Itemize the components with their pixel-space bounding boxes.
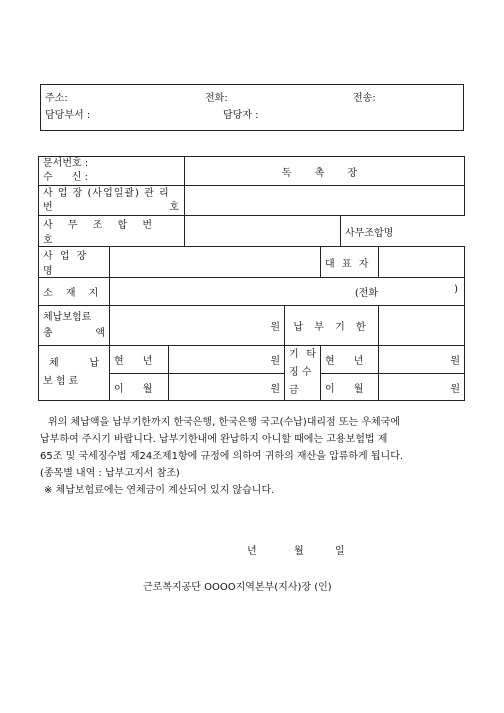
- address-label: 주소:: [45, 93, 68, 104]
- notice-line-3: 65조 및 국세징수법 제24조제1항에 규정에 의하여 귀하의 재산을 압류하게 됩니다.: [40, 451, 404, 462]
- arrears-total-label-line2: [43, 326, 105, 342]
- affairs-union-name-label: 사무조합명: [341, 216, 465, 247]
- phone-label: 전화:: [205, 93, 228, 104]
- arrears-total-label-part2: 액: [95, 327, 105, 339]
- workplace-number-label-part1: 번: [43, 201, 54, 213]
- sender-info-box: [40, 84, 464, 131]
- arrears-total-label-line1: 체납보험료: [43, 311, 92, 323]
- date-month-label: 월: [294, 546, 304, 557]
- other-carried-value[interactable]: [379, 374, 465, 401]
- other-current-year-unit: 원: [450, 356, 461, 367]
- notice-line-2: 납부하여 주시기 바랍니다. 납부기한내에 완납하지 아니할 때에는 고용보험법 제: [40, 434, 388, 445]
- workplace-number-label-part2: 호: [169, 201, 181, 213]
- person-in-charge-label: 담당자 :: [223, 110, 259, 121]
- other-current-year-value[interactable]: [379, 346, 465, 374]
- representative-value[interactable]: [379, 247, 465, 278]
- arrears-total-label-part1: 총: [43, 327, 53, 339]
- due-date-label: 납 부 기 한: [285, 306, 379, 346]
- arrears-premium-label-line2: 보 험 료: [43, 376, 79, 387]
- notice-line-1: 위의 체납액을 납부기한까지 한국은행, 한국은행 국고(수납)대리점 또는 우체국에: [48, 417, 401, 428]
- arrears-premium-label-part2: 납: [89, 358, 99, 369]
- arrears-total-unit: 원: [270, 322, 281, 333]
- arrears-total-label: [39, 306, 110, 346]
- other-current-year-label: 현 년: [321, 346, 379, 374]
- location-phone-close: ): [454, 284, 459, 295]
- arrears-premium-label: [39, 346, 110, 401]
- arrears-carried-unit: 원: [270, 383, 281, 395]
- workplace-name-value[interactable]: [110, 247, 321, 278]
- arrears-current-year-value[interactable]: [169, 346, 285, 374]
- location-label: 소 재 지: [39, 278, 110, 306]
- issuer-signature-line: 근로복지공단 OOOO지역본부(지사)장 (인): [143, 582, 332, 593]
- document-title: 독 촉 장: [185, 157, 465, 186]
- doc-number-label: 문서번호 :: [43, 158, 89, 169]
- affairs-union-number-value[interactable]: [185, 216, 341, 247]
- workplace-number-label: [39, 186, 185, 216]
- workplace-number-value[interactable]: [185, 186, 465, 216]
- workplace-number-label-line1: 사 업 장 (사업일괄) 관 리: [43, 187, 170, 199]
- reminder-form-table: [38, 156, 465, 401]
- arrears-premium-label-line1: [43, 355, 105, 373]
- arrears-current-year-unit: 원: [270, 356, 281, 367]
- location-phone: [114, 284, 460, 299]
- department-label: 담당부서 :: [45, 110, 91, 121]
- arrears-total-value[interactable]: [110, 306, 285, 346]
- notice-line-4: (종목별 내역 : 납부고지서 참조): [40, 468, 180, 479]
- arrears-current-year-label: 현 년: [110, 346, 169, 374]
- note-line: ※ 체납보험료에는 연체금이 계산되어 있지 않습니다.: [44, 485, 275, 496]
- other-collection-label-part2: 타: [306, 349, 317, 360]
- other-collection-label: [285, 346, 321, 401]
- other-carried-unit: 원: [450, 383, 461, 395]
- arrears-carried-value[interactable]: [169, 374, 285, 401]
- workplace-name-label: 사 업 장 명: [39, 247, 110, 278]
- location-phone-open: (전화: [354, 288, 379, 299]
- affairs-union-number-label: 사 무 조 합 번 호: [39, 216, 185, 247]
- representative-label: 대 표 자: [321, 247, 379, 278]
- notice-paragraph: [40, 414, 470, 499]
- arrears-carried-label: 이 월: [110, 374, 169, 401]
- date-year-label: 년: [247, 546, 257, 557]
- recipient-label: 수 신 :: [43, 172, 88, 183]
- arrears-premium-label-part1: 체: [49, 358, 59, 369]
- other-carried-label: 이 월: [321, 374, 379, 401]
- location-value[interactable]: [110, 278, 465, 306]
- other-collection-label-part1: 기: [289, 349, 299, 360]
- workplace-number-label-line2: [43, 201, 180, 215]
- fax-label: 전송:: [353, 93, 376, 104]
- date-day-label: 일: [335, 546, 345, 557]
- due-date-value[interactable]: [379, 306, 465, 346]
- other-collection-label-line1: [289, 346, 316, 364]
- doc-info-cell: [39, 157, 185, 186]
- other-collection-label-line2: 징 수 금: [289, 367, 312, 396]
